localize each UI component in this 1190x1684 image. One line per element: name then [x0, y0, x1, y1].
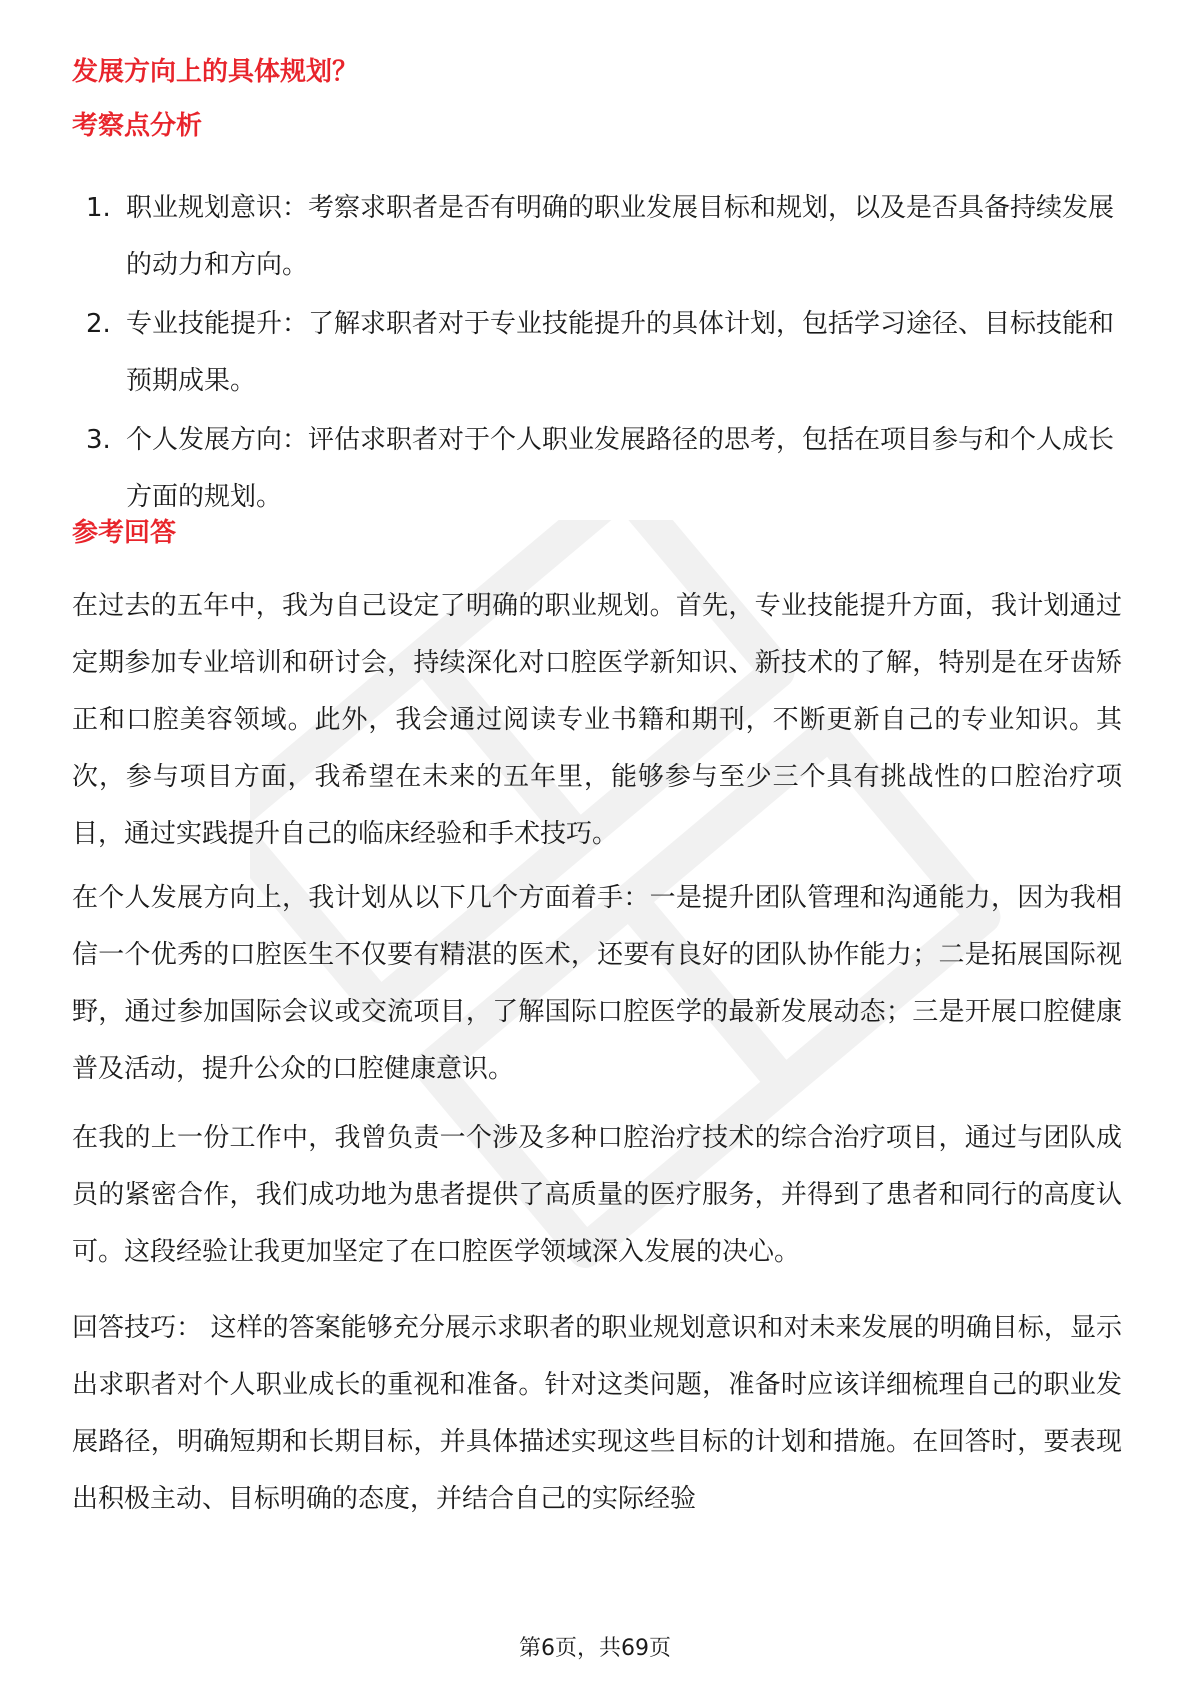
answer-paragraph: 在我的上一份工作中，我曾负责一个涉及多种口腔治疗技术的综合治疗项目，通过与团队成员的紧密合作，我们成功地为患者提供了高质量的医疗服务，并得到了患者和同行的高度认可。这段经验让我更加坚定了在口腔医学领域深入发展的决心。 — [72, 1123, 1122, 1267]
answer-paragraph: 在个人发展方向上，我计划从以下几个方面着手：一是提升团队管理和沟通能力，因为我相信一个优秀的口腔医生不仅要有精湛的医术，还要有良好的团队协作能力；二是拓展国际视野，通过参加国际会议或交流项目，了解国际口腔医学的最新发展动态；三是开展口腔健康普及活动，提升公众的口腔健康意识。 — [72, 883, 1122, 1084]
question-title: 发展方向上的具体规划？ — [72, 57, 359, 87]
list-item-text: 专业技能提升：了解求职者对于专业技能提升的具体计划，包括学习途径、目标技能和预期成果。 — [126, 309, 1115, 396]
list-item-number: 3. — [86, 425, 111, 455]
analysis-heading: 考察点分析 — [72, 111, 203, 141]
list-item-text: 个人发展方向：评估求职者对于个人职业发展路径的思考，包括在项目参与和个人成长方面的规划。 — [126, 425, 1115, 512]
page-footer: 第6页，共69页 — [519, 1636, 671, 1661]
list-item-number: 1. — [86, 193, 111, 223]
list-item — [72, 296, 1122, 410]
answer-paragraph: 在过去的五年中，我为自己设定了明确的职业规划。首先，专业技能提升方面，我计划通过定期参加专业培训和研讨会，持续深化对口腔医学新知识、新技术的了解，特别是在牙齿矫正和口腔美容领域。此外，我会通过阅读专业书籍和期刊，不断更新自己的专业知识。其次，参与项目方面，我希望在未来的五年里，能够参与至少三个具有挑战性的口腔治疗项目，通过实践提升自己的临床经验和手术技巧。 — [72, 591, 1122, 849]
answer-heading: 参考回答 — [72, 518, 177, 548]
list-item — [72, 412, 1122, 526]
list-item-text: 职业规划意识：考察求职者是否有明确的职业发展目标和规划，以及是否具备持续发展的动力和方向。 — [126, 193, 1115, 280]
list-item — [72, 180, 1122, 294]
analysis-list — [72, 180, 1122, 528]
tip-paragraph: 回答技巧： 这样的答案能够充分展示求职者的职业规划意识和对未来发展的明确目标，显示出求职者对个人职业成长的重视和准备。针对这类问题，准备时应该详细梳理自己的职业发展路径，明确短期和长期目标，并具体描述实现这些目标的计划和措施。在回答时，要表现出积极主动、目标明确的态度，并结合自己的实际经验 — [72, 1313, 1122, 1514]
list-item-number: 2. — [86, 309, 111, 339]
